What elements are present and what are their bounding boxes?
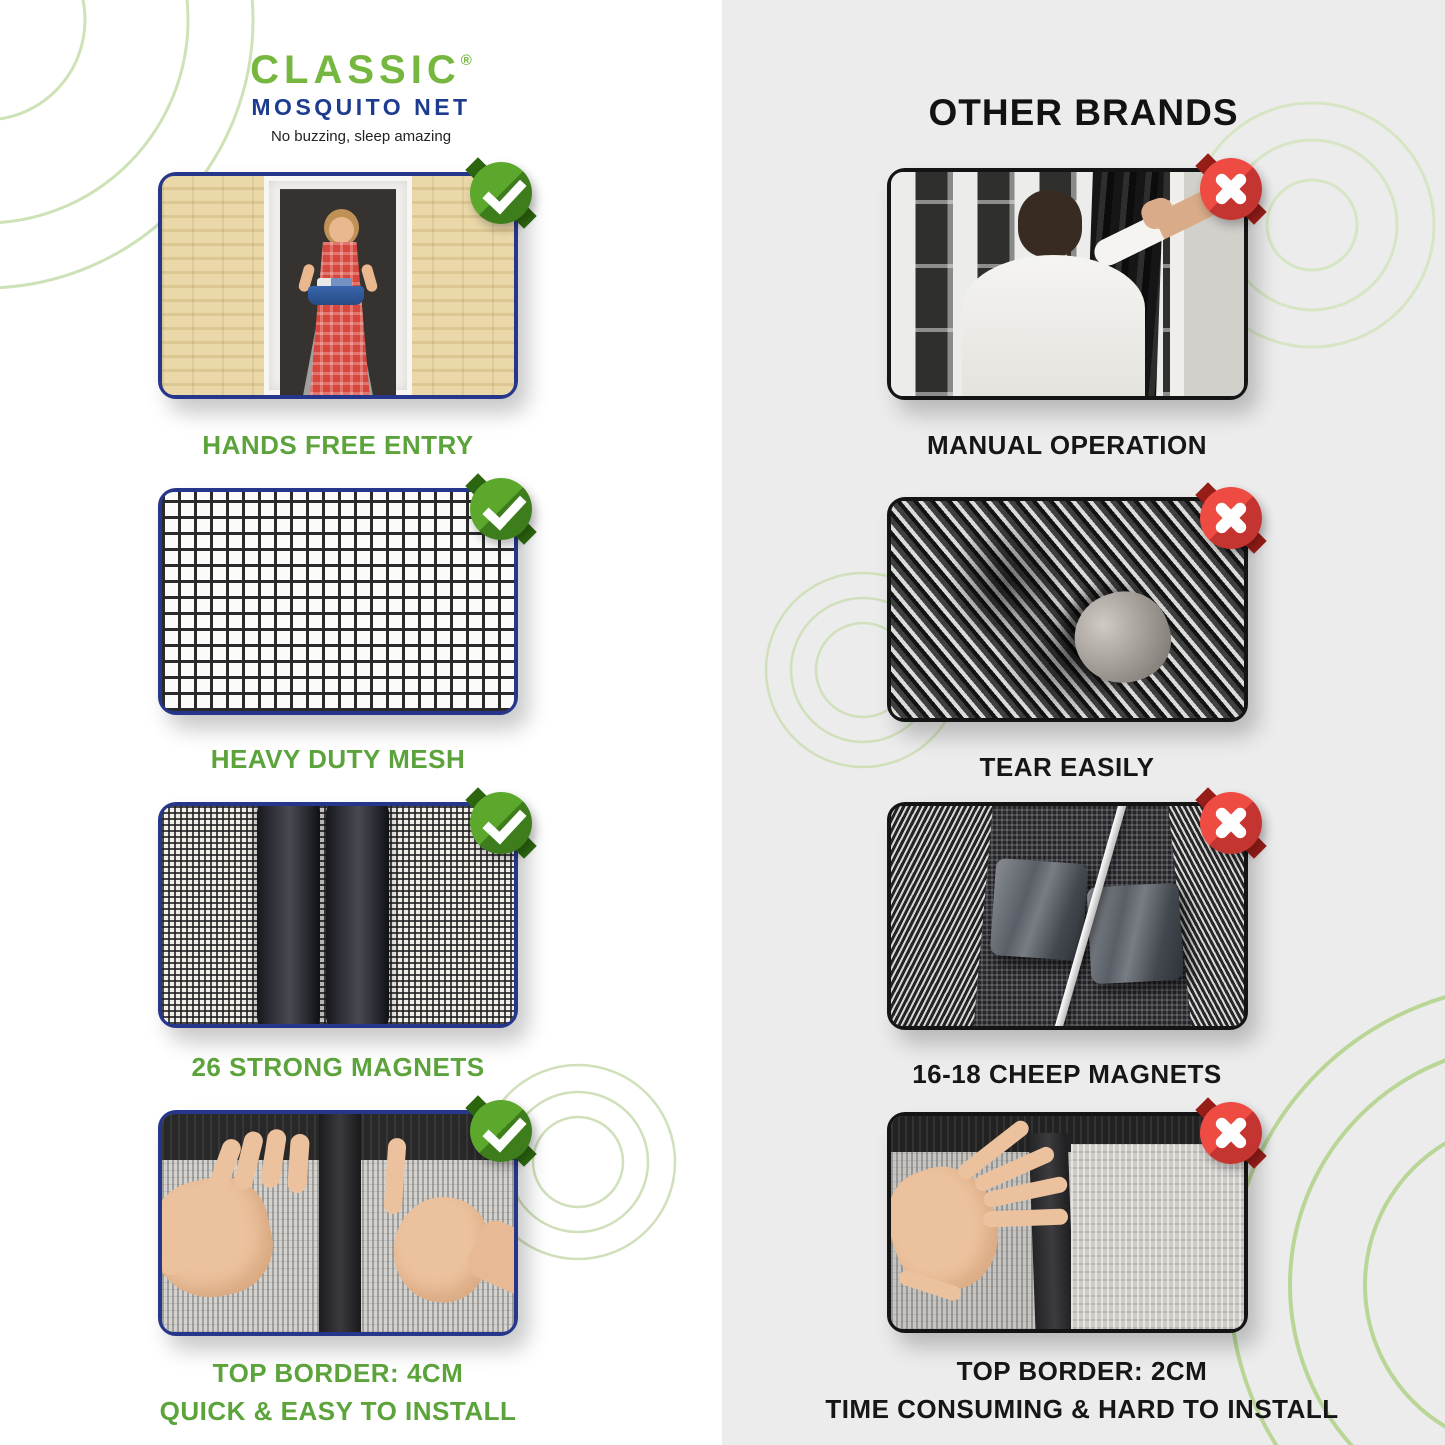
feature-card-cheap-magnets [887,802,1248,1030]
photo-tear-easily [891,501,1244,718]
center-seam-band [319,1114,361,1332]
feature-card-heavy-duty-mesh [158,488,518,715]
feature-card-top-border-4cm [158,1110,518,1336]
blue-basket [308,286,364,306]
photo-easy-install [162,1114,514,1332]
feature-caption: MANUAL OPERATION [926,430,1208,460]
brand-tagline: No buzzing, sleep amazing [270,128,452,145]
check-icon [470,792,532,854]
check-icon [470,1100,532,1162]
check-icon [470,478,532,540]
feature-card-manual-operation [887,168,1248,400]
feature-card-top-border-2cm [887,1112,1248,1333]
photo-strong-magnets [162,806,514,1024]
feature-caption: 26 STRONG MAGNETS [191,1052,485,1082]
cross-icon [1200,1102,1262,1164]
photo-hard-install [891,1116,1244,1329]
feature-caption: 16-18 CHEEP MAGNETS [912,1059,1222,1089]
feature-caption: TOP BORDER: 2CM TIME CONSUMING & HARD TO INSTALL [825,1356,1339,1424]
brand-logo [0,40,722,145]
registered-trademark-icon: ® [460,52,472,69]
feature-card-strong-magnets [158,802,518,1028]
photo-heavy-duty-mesh [162,492,514,711]
woman-face [329,217,354,243]
check-icon [470,162,532,224]
photo-hands-free-entry [162,176,514,395]
photo-manual-operation [891,172,1244,396]
feature-card-tear-easily [887,497,1248,722]
man-head [1018,190,1082,257]
brand-product-name: MOSQUITO NET [251,94,471,120]
magnet-right [1086,883,1183,984]
man-white-tshirt [962,255,1146,396]
hand-finger [983,1208,1068,1227]
mesh-panel-right [1071,1144,1244,1329]
magnetic-strip-left [257,806,320,1024]
cross-icon [1200,487,1262,549]
feature-card-hands-free-entry [158,172,518,399]
feature-caption: TOP BORDER: 4CM QUICK & EASY TO INSTALL [159,1358,517,1426]
cross-icon [1200,158,1262,220]
feature-caption: TEAR EASILY [979,752,1155,782]
cross-icon [1200,792,1262,854]
brand-name: CLASSIC® [250,48,472,92]
magnetic-strip-right [326,806,389,1024]
woven-band-left [891,806,993,1026]
other-brands-heading: OTHER BRANDS [928,92,1239,133]
photo-cheap-magnets [891,806,1244,1026]
feature-caption: HEAVY DUTY MESH [210,744,466,774]
magnet-left [990,858,1088,961]
feature-caption: HANDS FREE ENTRY [202,430,474,460]
